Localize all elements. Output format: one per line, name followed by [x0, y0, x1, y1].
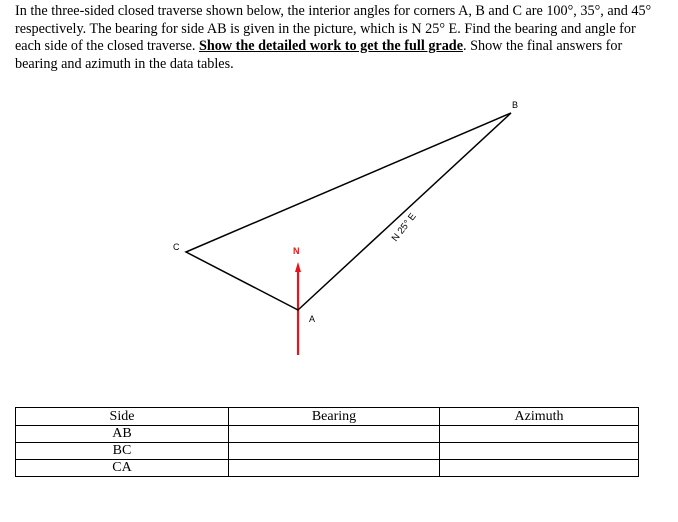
cell-azimuth[interactable] [440, 443, 639, 460]
vertex-c-label: C [173, 242, 180, 252]
header-bearing: Bearing [229, 408, 440, 426]
problem-emphasis: Show the detailed work to get the full grade [198, 38, 463, 54]
vertex-a-label: A [309, 314, 316, 324]
cell-azimuth[interactable] [440, 460, 639, 477]
table-row [16, 426, 639, 443]
cell-side: BC [16, 443, 229, 460]
traverse-triangle [186, 113, 511, 310]
vertex-b-label: B [512, 100, 519, 110]
problem-text-part1: In the three-sided closed traverse shown below, the interior angles for corners A, B and C are 100°, 35°, and 45° respectively. The bearing for side AB is given in the picture, which is N 25° E. Find the bearing and angle for each side of the closed traverse. [15, 3, 652, 54]
table-row [16, 460, 639, 477]
table-header-row [16, 408, 639, 426]
cell-azimuth[interactable] [440, 426, 639, 443]
north-label: N [293, 246, 300, 256]
north-arrow-head [295, 262, 301, 272]
cell-bearing[interactable] [229, 443, 440, 460]
cell-side: AB [16, 426, 229, 443]
header-side: Side [16, 408, 229, 426]
problem-text-part2: . Show the final answers for bearing and azimuth in the data tables. [15, 38, 623, 72]
cell-bearing[interactable] [229, 460, 440, 477]
data-table [15, 407, 639, 477]
bearing-label-ab: N 25° E [389, 211, 419, 244]
table-row [16, 443, 639, 460]
header-azimuth: Azimuth [440, 408, 639, 426]
cell-bearing[interactable] [229, 426, 440, 443]
cell-side: CA [16, 460, 229, 477]
